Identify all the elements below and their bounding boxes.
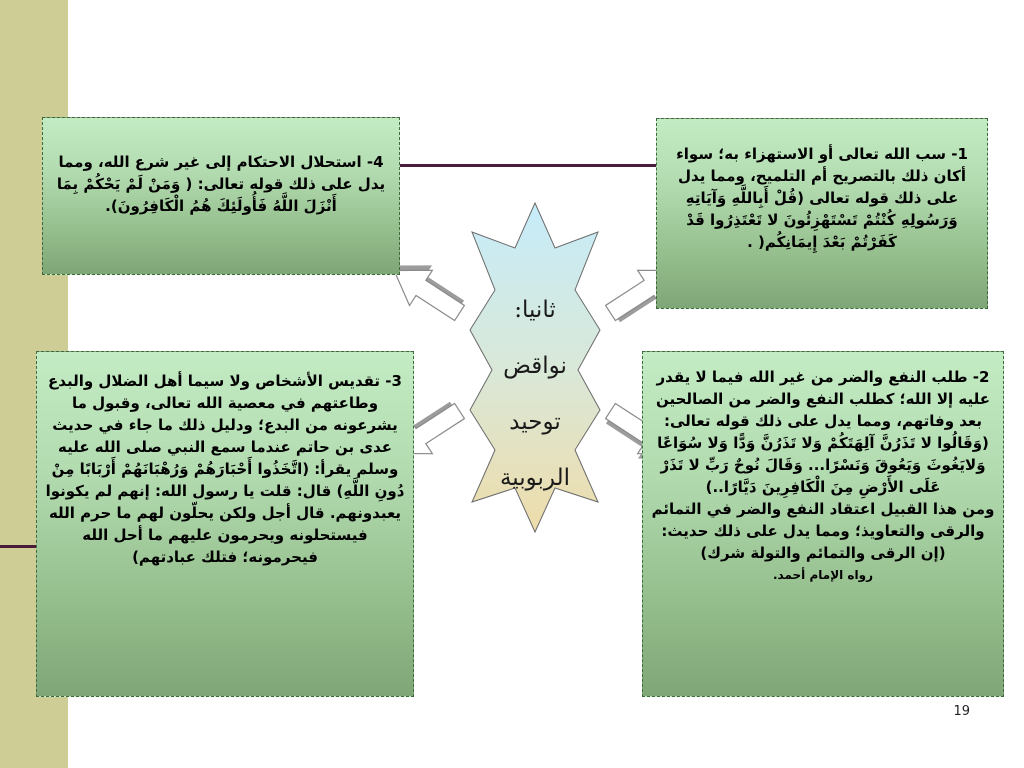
box-item-2-text-continued: ومن هذا القبيل اعتقاد النفع والضر في التمائم والرقى والتعاويذ؛ ومما يدل على ذلك حديث: (إن الرقى والتمائم والتولة شرك) [651,500,995,562]
box-item-1-text: 1- سب الله تعالى أو الاستهزاء به؛ سواء أكان ذلك بالتصريح أم التلميح، ومما يدل على ذلك قوله تعالى (قُلْ أَبِاللَّهِ وَآيَاتِهِ وَرَسُولِهِ كُنْتُمْ تَسْتَهْزِئُونَ لا تَعْتَذِرُوا قَدْ كَفَرْتُمْ بَعْدَ إِيمَانِكُم( . [676,145,968,251]
center-title-line-1: ثانيا: [514,297,556,323]
center-title-line-4: الربوبية [499,465,571,491]
center-title-line-2: نواقض [503,353,567,379]
center-title-line-3: توحيد [509,409,561,435]
page-number: 19 [953,704,970,719]
box-item-2-reference: رواه الإمام أحمد. [773,568,873,582]
box-item-1 [656,118,988,309]
center-title [472,290,598,530]
box-item-2-text: 2- طلب النفع والضر من غير الله فيما لا يقدر عليه إلا الله؛ كطلب النفع والضر من الصالحين بعد وفاتهم، ومما يدل على ذلك قوله تعالى: (وَقَالُوا لا تَذَرُنَّ آلِهَتَكُمْ وَلا تَذَرُنَّ وَدًّا وَلا سُوَاعًا وَلايَغُوثَ وَيَعُوقَ وَنَسْرًا... وَقَالَ نُوحٌ رَبِّ لا تَذَرْ عَلَى الأَرْضِ مِنَ الْكَافِرِينَ دَيَّارًا..) [656,368,990,496]
box-item-2 [642,351,1004,697]
box-item-3-text: 3- تقديس الأشخاص ولا سيما أهل الضلال والبدع وطاعتهم في معصية الله تعالى، وقبول ما يشرعونه من البدع؛ ودليل ذلك ما جاء في حديث عدى بن حاتم عندما سمع النبي صلى الله عليه وسلم يقرأ: (اتَّخَذُوا أَحْبَارَهُمْ وَرُهْبَانَهُمْ أَرْبَابًا مِنْ دُونِ اللَّهِ) قال: قلت يا رسول الله: إنهم لم يكونوا يعبدونهم. قال أجل ولكن يحلّون لهم ما حرم الله فيستحلونه ويحرمون عليهم ما أحل الله فيحرمونه؛ فتلك عبادتهم) [45,372,405,566]
box-item-4 [42,117,400,275]
box-item-3 [36,351,414,697]
box-item-4-text: 4- استحلال الاحتكام إلى غير شرع الله، ومما يدل على ذلك قوله تعالى: ( وَمَنْ لَمْ يَحْكُمْ بِمَا أَنْزَلَ اللَّهُ فَأُولَئِكَ هُمُ الْكَافِرُونَ). [56,153,386,215]
